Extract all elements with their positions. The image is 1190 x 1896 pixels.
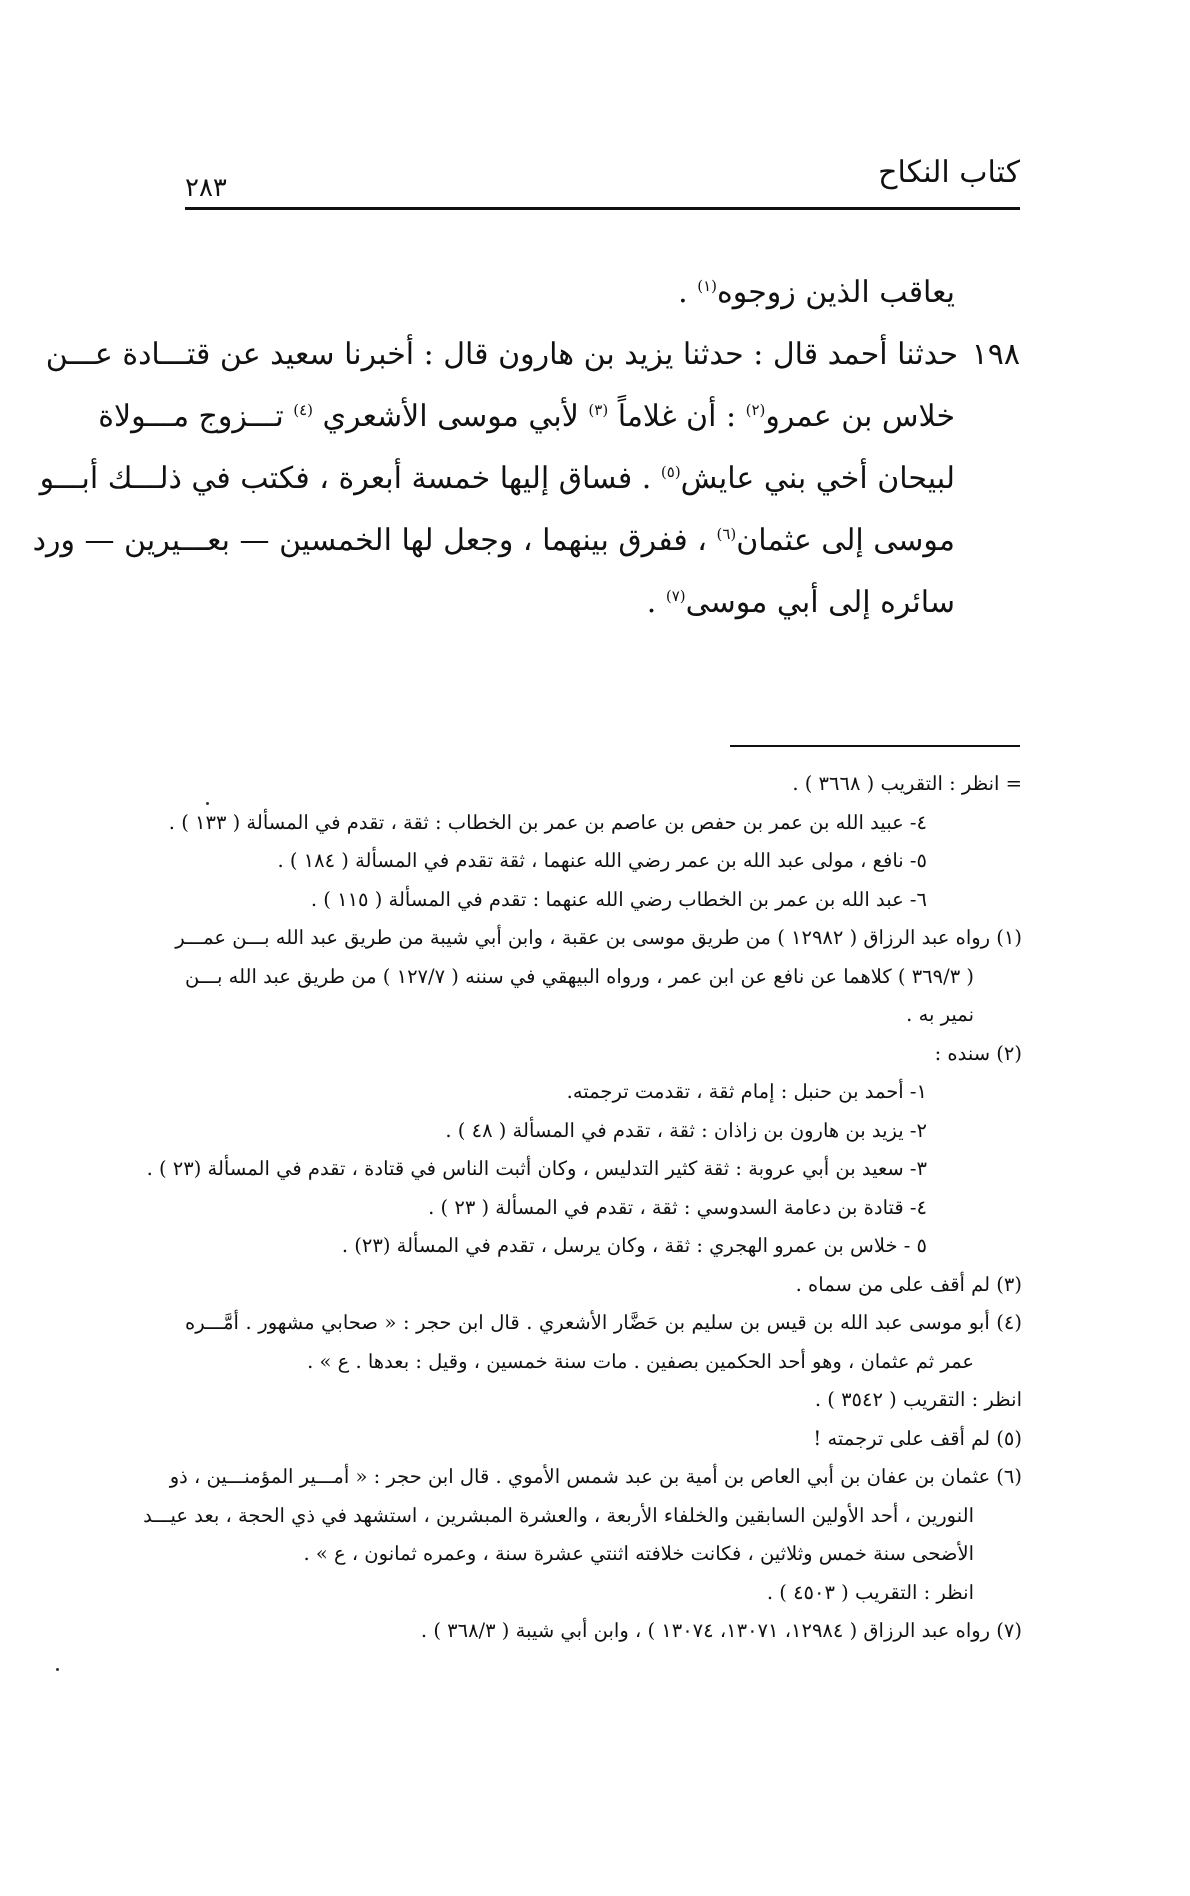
footnote-line: ٦- عبد الله بن عمر بن الخطاب رضي الله عنهما : تقدم في المسألة ( ١١٥ ) . xyxy=(310,887,927,911)
page-number: ٢٨٣ xyxy=(185,173,227,203)
running-head xyxy=(185,155,1020,213)
footnote-line: ٤- عبيد الله بن عمر بن حفص بن عاصم بن عمر بن الخطاب : ثقة ، تقدم في المسألة ( ١٣٣ ) . xyxy=(168,810,927,834)
footnote-line: ٥- نافع ، مولى عبد الله بن عمر رضي الله عنهما ، ثقة تقدم في المسألة ( ١٨٤ ) . xyxy=(277,849,927,872)
footnote-line: ٤- قتادة بن دعامة السدوسي : ثقة ، تقدم في المسألة ( ٢٣ ) . xyxy=(428,1195,927,1219)
footnote-ref: (٦) xyxy=(716,525,737,543)
footnote-line: نمير به . xyxy=(906,1003,974,1026)
footnote-ref: (٤) xyxy=(293,401,313,419)
main-line: يعاقب الذين زوجوه$^{(١)}$ . xyxy=(678,275,955,310)
footnote-line: انظر : التقريب ( ٣٥٤٢ ) . xyxy=(814,1388,1022,1411)
footnote-ref: (٢) xyxy=(745,401,766,419)
footnote-ref: (٣) xyxy=(588,401,609,419)
footnote-line: (٧) رواه عبد الرزاق ( ١٢٩٨٤، ١٣٠٧١، ١٣٠٧٤ ) ، وابن أبي شيبة ( ٣٦٨/٣ ) . xyxy=(420,1619,1022,1642)
footnote-separator xyxy=(730,745,1020,747)
footnote-line: (١) رواه عبد الرزاق ( ١٢٩٨٢ ) من طريق موسى بن عقبة ، وابن أبي شيبة من طريق عبد الله بـــن عمـــر xyxy=(175,926,1022,949)
footnote-line: = انظر : التقريب ( ٣٦٦٨ ) . xyxy=(792,772,1022,795)
main-line: موسى إلى عثمان$^{(٦)}$ ، ففرق بينهما ، وجعل لها الخمسين — بعـــيرين — ورد xyxy=(32,523,955,558)
footnote-line: عمر ثم عثمان ، وهو أحد الحكمين بصفين . مات سنة خمسين ، وقيل : بعدها . ع » . xyxy=(307,1349,974,1373)
footnote-line: (٥) لم أقف على ترجمته ! xyxy=(813,1426,1022,1450)
footnote-line: ( ٣٦٩/٣ ) كلاهما عن نافع عن ابن عمر ، ورواه البيهقي في سننه ( ١٢٧/٧ ) من طريق عبد الله بـــن xyxy=(185,964,974,988)
footnote-line: ٢- يزيد بن هارون بن زاذان : ثقة ، تقدم في المسألة ( ٤٨ ) . xyxy=(445,1118,927,1142)
hadith-first-line xyxy=(45,324,1020,386)
footnote-ref: (٧) xyxy=(665,587,686,605)
footnote-line: (٦) عثمان بن عفان بن أبي العاص بن أمية بن عبد شمس الأموي . قال ابن حجر : « أمـــير المؤمنـــين ، ذو xyxy=(169,1465,1022,1488)
footnote-line: ٣- سعيد بن أبي عروبة : ثقة كثير التدليس ، وكان أثبت الناس في قتادة ، تقدم في المسألة (٢٣ ) . xyxy=(146,1157,927,1180)
footnote-line: النورين ، أحد الأولين السابقين والخلفاء الأربعة ، والعشرة المبشرين ، استشهد في ذي الحجة ، بعد عيـــد xyxy=(143,1503,974,1527)
scan-speck xyxy=(206,802,209,805)
footnote-line: (٢) سنده : xyxy=(934,1041,1022,1065)
main-line: سائره إلى أبي موسى$^{(٧)}$ . xyxy=(646,585,955,620)
book-chapter-title: كتاب النكاح xyxy=(878,155,1020,190)
footnote-line: ٥ - خلاس بن عمرو الهجري : ثقة ، وكان يرسل ، تقدم في المسألة (٢٣) . xyxy=(341,1234,927,1257)
footnotes xyxy=(143,765,1022,1651)
footnote-line: انظر : التقريب ( ٤٥٠٣ ) . xyxy=(766,1580,974,1604)
main-line: لبيحان أخي بني عايش$^{(٥)}$ . فساق إليها خمسة أبعرة ، فكتب في ذلـــك أبـــو xyxy=(39,461,955,496)
main-line: حدثنا أحمد قال : حدثنا يزيد بن هارون قال : أخبرنا سعيد عن قتـــادة عـــن xyxy=(45,337,958,372)
footnote-line: الأضحى سنة خمس وثلاثين ، فكانت خلافته اثنتي عشرة سنة ، وعمره ثمانون ، ع » . xyxy=(303,1542,974,1565)
footnote-line: ١- أحمد بن حنبل : إمام ثقة ، تقدمت ترجمته. xyxy=(566,1080,927,1103)
footnote-line: (٤) أبو موسى عبد الله بن قيس بن سليم بن حَضَّار الأشعري . قال ابن حجر : « صحابي مشهور . أمَّـــره xyxy=(185,1311,1022,1334)
main-line: خلاس بن عمرو$^{(٢)}$ : أن غلاماً $^{(٣)}$ لأبي موسى الأشعري $^{(٤)}$ تـــزوج مـــولاة xyxy=(98,399,955,434)
main-text xyxy=(32,262,1020,634)
scan-speck xyxy=(56,1668,59,1671)
header-rule xyxy=(185,207,1020,210)
footnote-ref: (١) xyxy=(697,277,718,295)
hadith-number: ١٩٨ xyxy=(971,337,1020,372)
footnote-ref: (٥) xyxy=(660,463,681,481)
footnote-line: (٣) لم أقف على من سماه . xyxy=(795,1272,1022,1296)
